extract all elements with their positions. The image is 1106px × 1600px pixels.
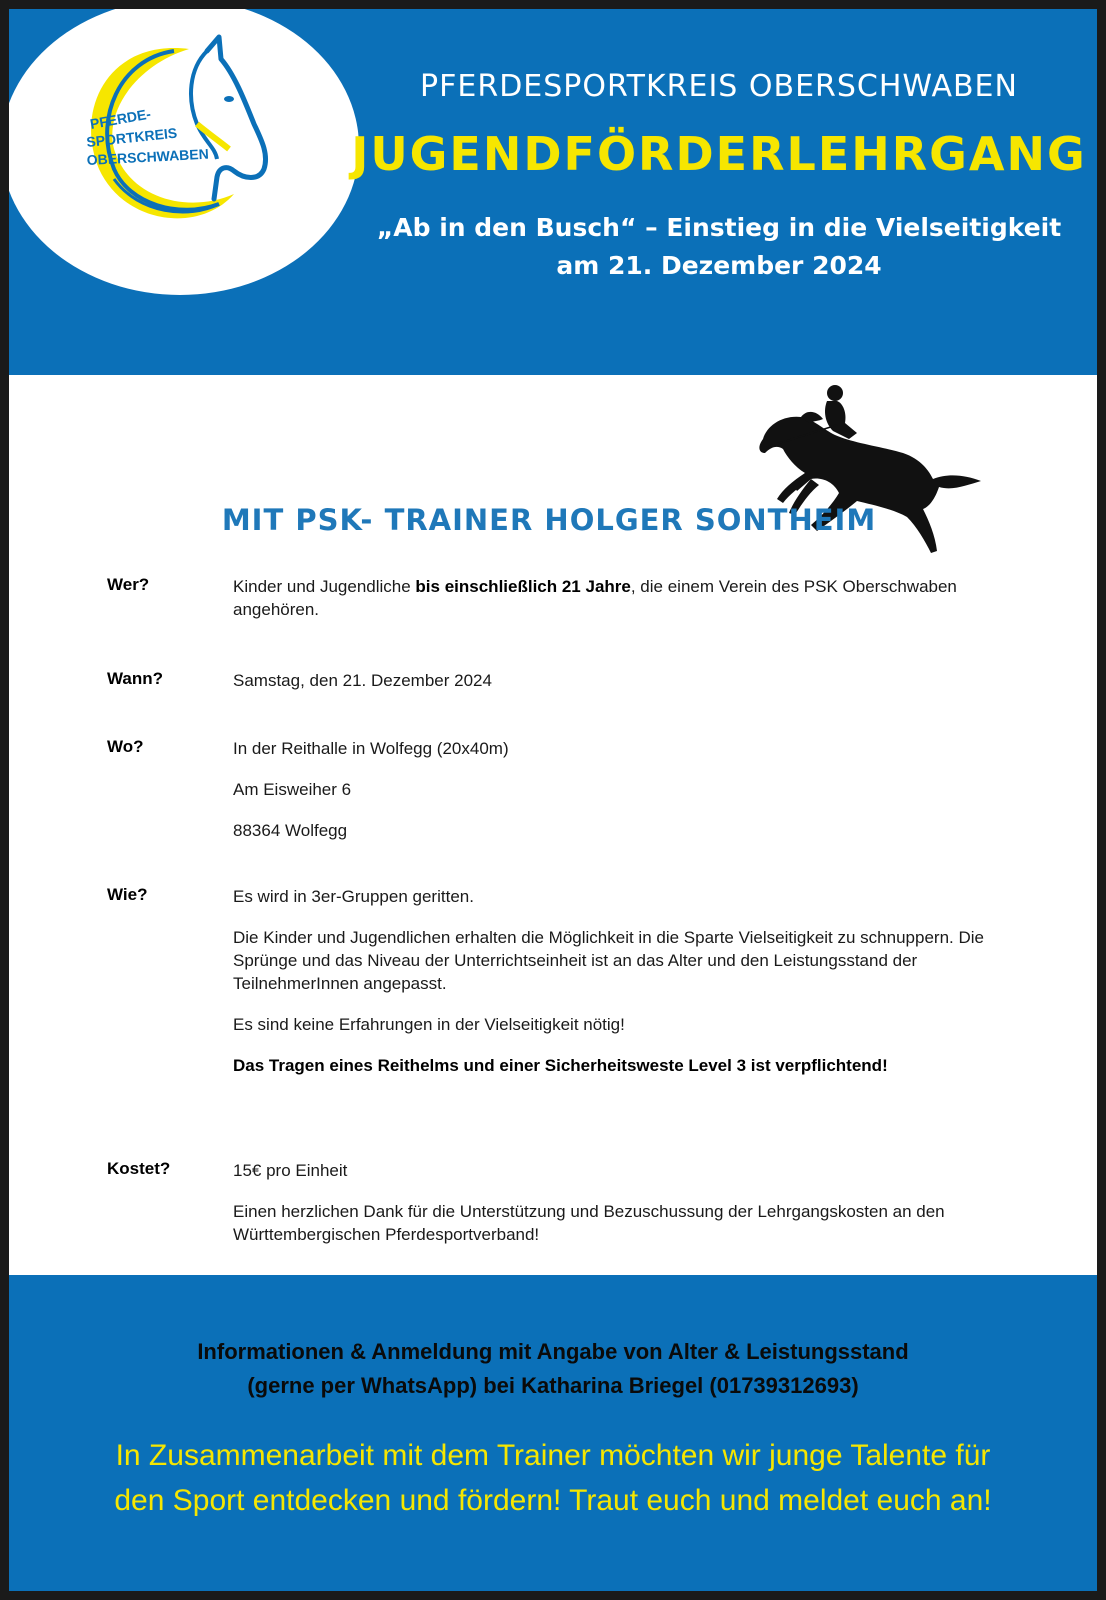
subtitle-line-2: am 21. Dezember 2024 bbox=[556, 251, 882, 280]
label-wie: Wie? bbox=[107, 885, 148, 904]
trainer-heading: MIT PSK- TRAINER HOLGER SONTHEIM bbox=[221, 503, 877, 537]
main-title: JUGENDFÖRDERLEHRGANG bbox=[351, 127, 1087, 181]
content-wie bbox=[233, 885, 993, 1095]
subtitle-line-1: „Ab in den Busch“ – Einstieg in die Vielseitigkeit bbox=[376, 213, 1062, 242]
label-wo: Wo? bbox=[107, 737, 144, 756]
logo-text-line3: OBERSCHWABEN bbox=[86, 145, 210, 168]
slogan bbox=[29, 1433, 1077, 1523]
kostet-thanks: Einen herzlichen Dank für die Unterstützung und Bezuschussung der Lehrgangskosten an den Württembergischen Pferdesportverband! bbox=[233, 1202, 945, 1244]
info-line-2: (gerne per WhatsApp) bei Katharina Briegel (01739312693) bbox=[247, 1373, 859, 1398]
wie-paragraph-3: Es sind keine Erfahrungen in der Vielseitigkeit nötig! bbox=[233, 1015, 625, 1034]
logo-text-line2: SPORTKREIS bbox=[85, 124, 178, 150]
info-line-1: Informationen & Anmeldung mit Angabe von Alter & Leistungsstand bbox=[197, 1339, 909, 1364]
wie-paragraph-2: Die Kinder und Jugendlichen erhalten die Möglichkeit in die Sparte Vielseitigkeit zu schnuppern. Die Sprünge und das Niveau der Unterrichtseinheit ist an das Alter und den Leistungsstand der TeilnehmerInnen angepasst. bbox=[233, 928, 984, 993]
flyer-page bbox=[9, 9, 1097, 1591]
content-wo bbox=[233, 737, 993, 860]
wer-text-after: , die einem Verein des PSK Oberschwaben angehören. bbox=[233, 577, 957, 619]
wo-line-3: 88364 Wolfegg bbox=[233, 821, 348, 840]
slogan-line-2: den Sport entdecken und fördern! Traut euch und meldet euch an! bbox=[114, 1484, 992, 1517]
wie-safety-notice: Das Tragen eines Reithelms und einer Sicherheitsweste Level 3 ist verpflichtend! bbox=[233, 1056, 888, 1075]
logo-circle bbox=[9, 9, 359, 295]
wie-paragraph-1: Es wird in 3er-Gruppen geritten. bbox=[233, 887, 474, 906]
wer-text-bold: bis einschließlich 21 Jahre bbox=[415, 577, 631, 596]
wer-text-before: Kinder und Jugendliche bbox=[233, 577, 416, 596]
slogan-line-1: In Zusammenarbeit mit dem Trainer möchten wir junge Talente für bbox=[115, 1439, 991, 1472]
content-kostet bbox=[233, 1159, 993, 1264]
label-wann: Wann? bbox=[107, 669, 164, 688]
wann-text: Samstag, den 21. Dezember 2024 bbox=[233, 671, 492, 690]
organization-title: PFERDESPORTKREIS OBERSCHWABEN bbox=[420, 69, 1018, 104]
event-subtitle bbox=[349, 209, 1089, 285]
footer-banner bbox=[9, 1275, 1097, 1591]
header-banner bbox=[9, 9, 1097, 375]
label-kostet: Kostet? bbox=[107, 1159, 171, 1178]
registration-info bbox=[49, 1335, 1057, 1403]
horse-head-logo-icon bbox=[69, 29, 279, 229]
wo-line-2: Am Eisweiher 6 bbox=[233, 780, 352, 799]
kostet-price: 15€ pro Einheit bbox=[233, 1161, 348, 1180]
logo-text-line1: PFERDE- bbox=[88, 105, 153, 132]
content-wer bbox=[233, 575, 993, 639]
content-wann bbox=[233, 669, 993, 710]
wo-line-1: In der Reithalle in Wolfegg (20x40m) bbox=[233, 739, 509, 758]
label-wer: Wer? bbox=[107, 575, 150, 594]
